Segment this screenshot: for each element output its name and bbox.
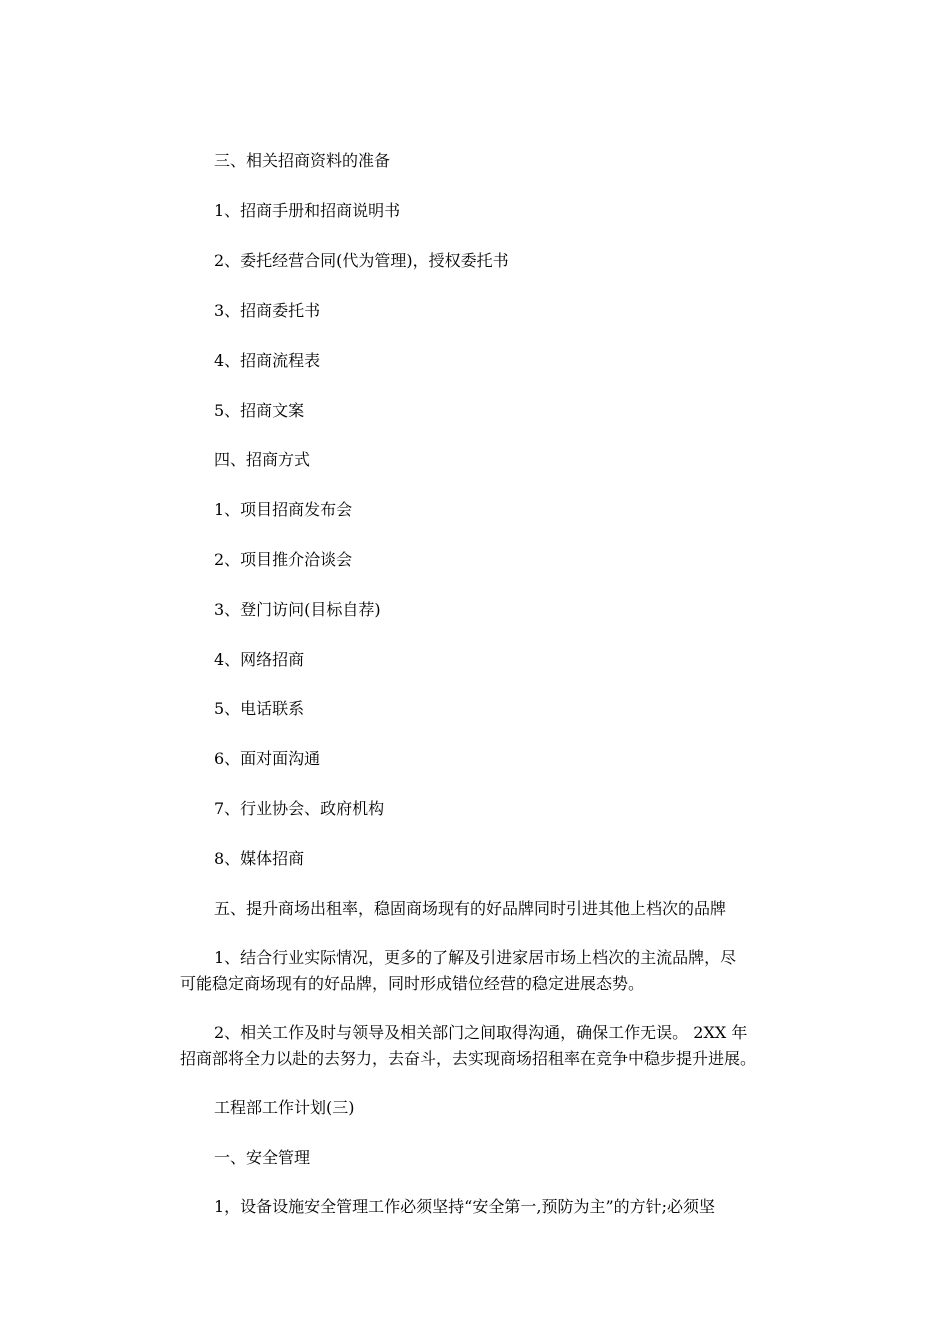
list-item: 1、招商手册和招商说明书 <box>214 201 401 220</box>
heading-3: 三、相关招商资料的准备 <box>214 151 391 170</box>
body-line: 1，设备设施安全管理工作必须坚持“安全第一,预防为主”的方针;必须坚 <box>214 1197 716 1216</box>
list-item: 2、项目推介洽谈会 <box>214 550 353 569</box>
list-item: 8、媒体招商 <box>214 849 305 868</box>
list-item: 4、网络招商 <box>214 650 305 669</box>
list-item: 7、行业协会、政府机构 <box>214 799 385 818</box>
paragraph-2 <box>180 1020 780 1072</box>
paragraph-line: 可能稳定商场现有的好品牌，同时形成错位经营的稳定进展态势。 <box>180 974 645 993</box>
list-item: 4、招商流程表 <box>214 351 321 370</box>
heading-5: 五、提升商场出租率，稳固商场现有的好品牌同时引进其他上档次的品牌 <box>214 899 727 918</box>
paragraph-line: 2、相关工作及时与领导及相关部门之间取得沟通，确保工作无误。 2XX 年 <box>214 1023 748 1042</box>
list-item: 5、招商文案 <box>214 401 305 420</box>
section-heading: 一、安全管理 <box>214 1148 311 1167</box>
list-item: 5、电话联系 <box>214 699 305 718</box>
section-title: 工程部工作计划(三) <box>214 1098 355 1117</box>
list-item: 2、委托经营合同(代为管理)，授权委托书 <box>214 251 509 270</box>
list-item: 6、面对面沟通 <box>214 749 321 768</box>
heading-4: 四、招商方式 <box>214 450 311 469</box>
paragraph-line: 招商部将全力以赴的去努力，去奋斗，去实现商场招租率在竞争中稳步提升进展。 <box>180 1049 757 1068</box>
paragraph-line: 1、结合行业实际情况，更多的了解及引进家居市场上档次的主流品牌，尽 <box>214 948 737 967</box>
list-item: 3、登门访问(目标自荐) <box>214 600 381 619</box>
list-item: 3、招商委托书 <box>214 301 321 320</box>
paragraph-1 <box>180 945 780 997</box>
list-item: 1、项目招商发布会 <box>214 500 353 519</box>
